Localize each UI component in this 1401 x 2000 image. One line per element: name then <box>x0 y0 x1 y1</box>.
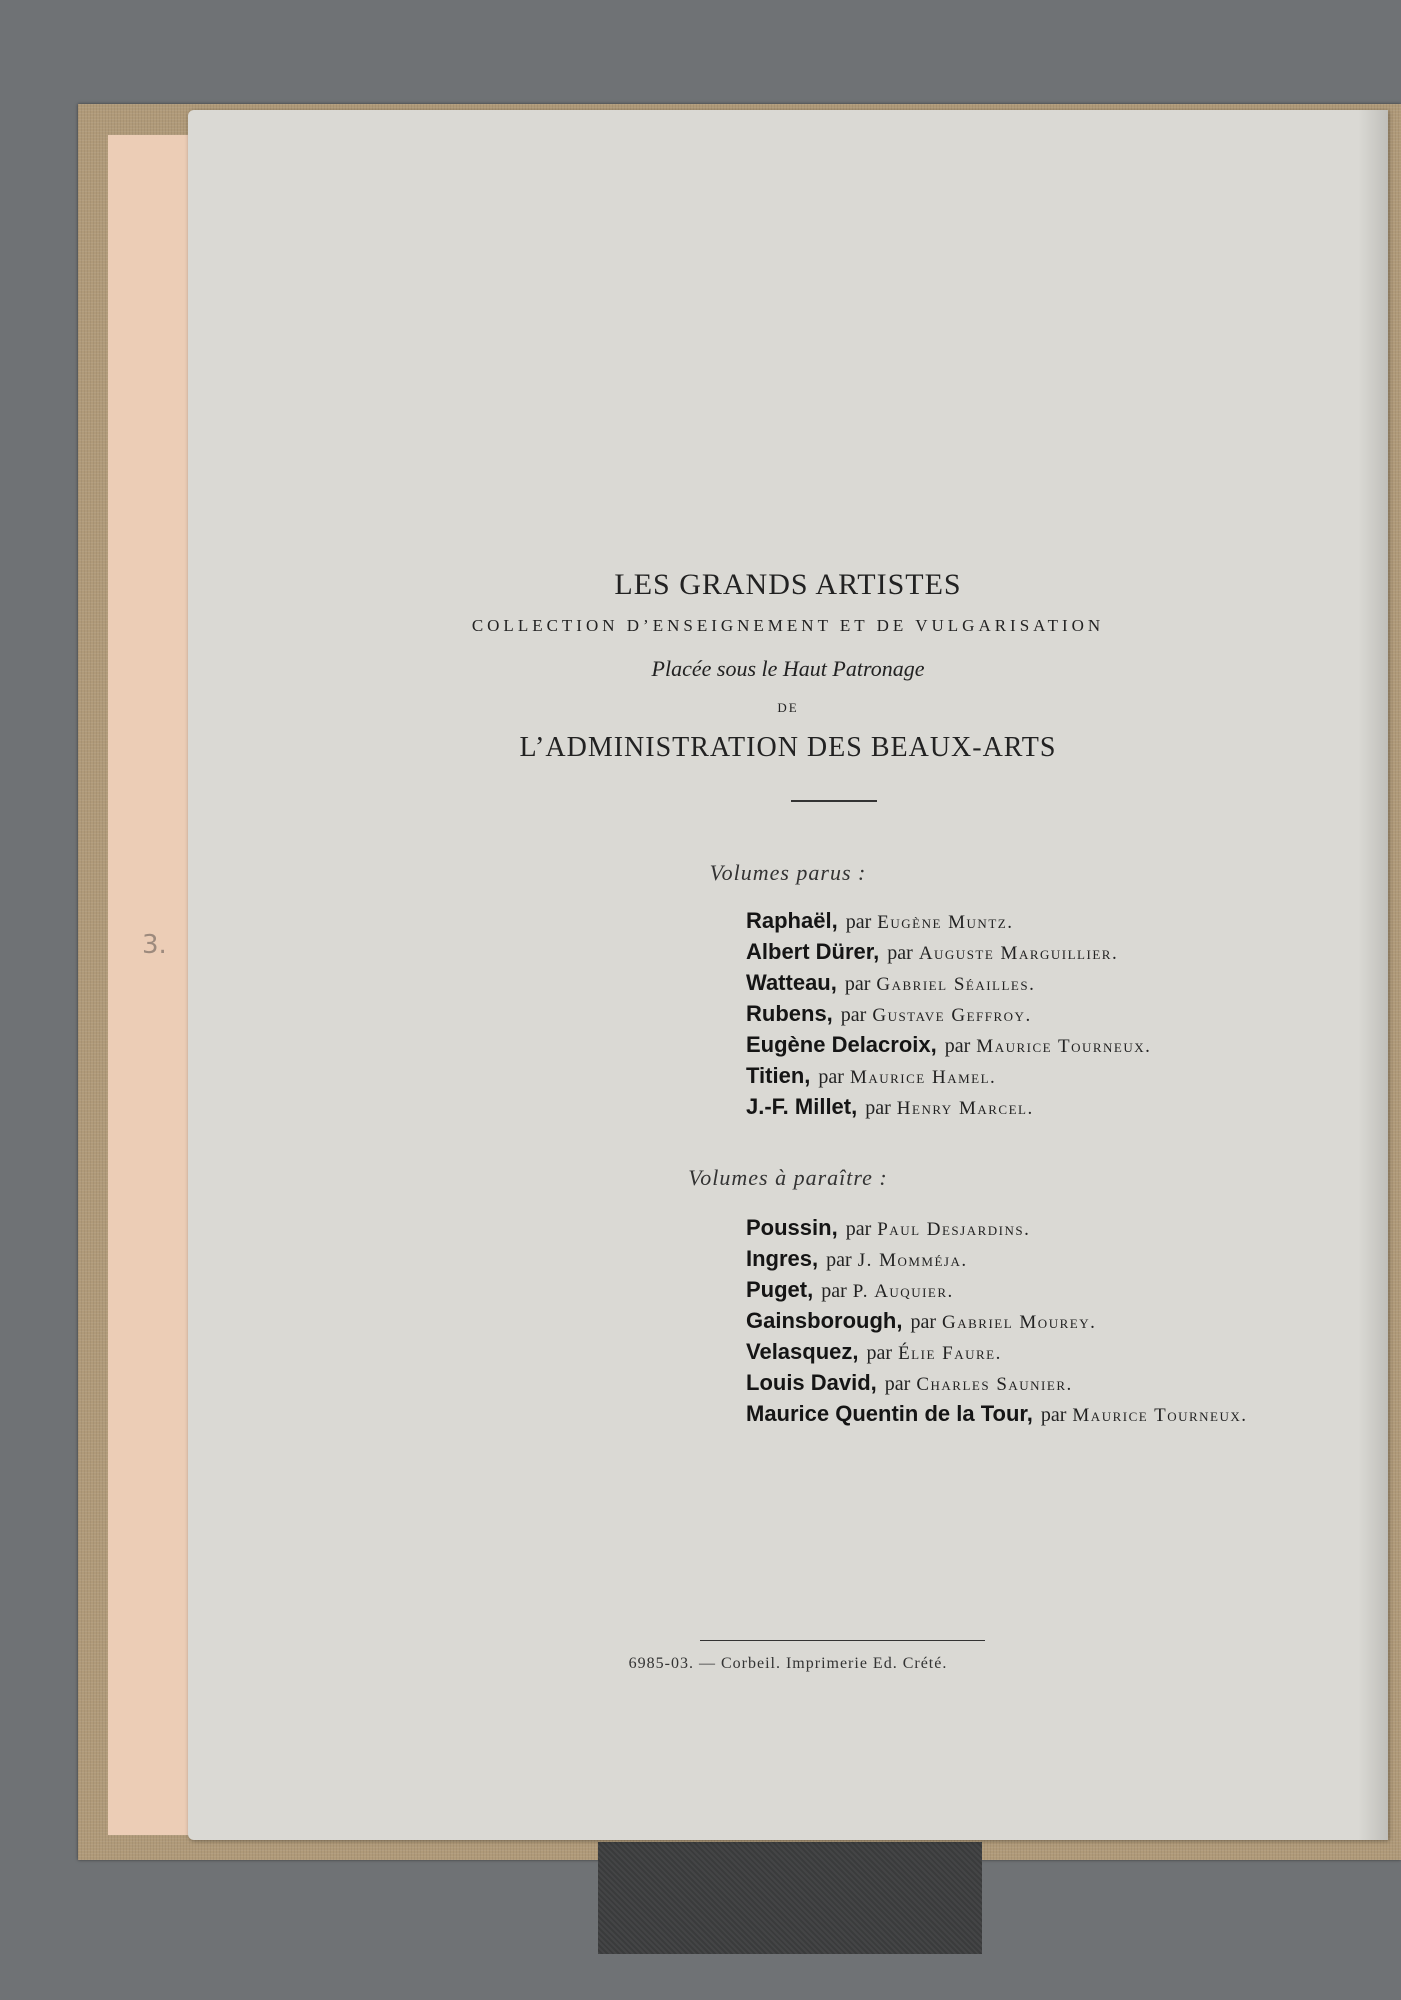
author-name: Henry Marcel. <box>896 1098 1034 1119</box>
par-word: par <box>944 1035 971 1057</box>
artist-name: Maurice Quentin de la Tour, <box>746 1401 1033 1426</box>
volume-entry <box>746 1212 1248 1243</box>
par-word: par <box>884 1373 911 1395</box>
book-page <box>188 110 1388 1840</box>
par-word: par <box>826 1249 852 1271</box>
artist-name: Poussin, <box>746 1215 838 1240</box>
forthcoming-list <box>746 1212 1248 1429</box>
author-name: Gabriel Mourey. <box>942 1312 1097 1333</box>
volume-entry <box>746 1091 1151 1122</box>
volume-entry <box>746 1243 1248 1274</box>
volume-entry <box>746 1029 1151 1060</box>
bookmark-ribbon <box>598 1842 982 1954</box>
colophon-divider <box>700 1640 985 1641</box>
de-line: DE <box>777 700 799 715</box>
par-word: par <box>840 1004 867 1026</box>
published-heading: Volumes parus : <box>709 860 867 885</box>
author-name: Élie Faure. <box>898 1343 1002 1364</box>
par-word: par <box>845 911 872 933</box>
volume-entry <box>746 1274 1248 1305</box>
artist-name: Albert Dürer, <box>746 939 880 964</box>
volume-entry <box>746 1367 1248 1398</box>
page-gutter-shadow <box>1358 110 1388 1840</box>
author-name: Paul Desjardins. <box>877 1219 1031 1240</box>
artist-name: Gainsborough, <box>746 1308 903 1333</box>
series-title: LES GRANDS ARTISTES <box>614 568 962 601</box>
colophon: 6985-03. — Corbeil. Imprimerie Ed. Crété. <box>628 1655 948 1672</box>
volume-entry <box>746 936 1151 967</box>
par-word: par <box>887 942 913 964</box>
volume-entry <box>746 1305 1248 1336</box>
volume-entry <box>746 905 1151 936</box>
volume-entry <box>746 967 1151 998</box>
published-list <box>746 905 1151 1122</box>
par-word: par <box>910 1311 936 1333</box>
artist-name: J.-F. Millet, <box>746 1094 858 1119</box>
author-name: Gustave Geffroy. <box>872 1005 1032 1026</box>
par-word: par <box>865 1097 891 1119</box>
par-word: par <box>1040 1404 1067 1426</box>
author-name: Maurice Tourneux. <box>976 1036 1152 1057</box>
volume-entry <box>746 998 1151 1029</box>
volume-entry <box>746 1336 1248 1367</box>
forthcoming-heading: Volumes à paraître : <box>688 1165 888 1190</box>
author-name: Auguste Marguillier. <box>918 943 1119 964</box>
author-name: Eugène Muntz. <box>877 912 1014 933</box>
artist-name: Titien, <box>746 1063 811 1088</box>
par-word: par <box>845 1218 872 1240</box>
author-name: J. Momméja. <box>857 1250 968 1271</box>
author-name: Charles Saunier. <box>916 1374 1073 1395</box>
par-word: par <box>821 1280 847 1302</box>
artist-name: Puget, <box>746 1277 814 1302</box>
author-name: P. Auquier. <box>852 1281 954 1302</box>
title-divider <box>791 800 877 802</box>
par-word: par <box>866 1342 893 1364</box>
author-name: Maurice Hamel. <box>849 1067 997 1088</box>
patronage-line: Placée sous le Haut Patronage <box>651 656 925 681</box>
pencil-mark: 3. <box>142 930 167 960</box>
administration-line: L’ADMINISTRATION DES BEAUX-ARTS <box>519 732 1057 763</box>
artist-name: Louis David, <box>746 1370 877 1395</box>
par-word: par <box>844 973 871 995</box>
artist-name: Watteau, <box>746 970 837 995</box>
author-name: Gabriel Séailles. <box>876 974 1036 995</box>
series-subtitle: COLLECTION D’ENSEIGNEMENT ET DE VULGARISATION <box>471 616 1105 635</box>
author-name: Maurice Tourneux. <box>1072 1405 1248 1426</box>
artist-name: Velasquez, <box>746 1339 859 1364</box>
artist-name: Rubens, <box>746 1001 833 1026</box>
volume-entry <box>746 1398 1248 1429</box>
volume-entry <box>746 1060 1151 1091</box>
artist-name: Raphaël, <box>746 908 838 933</box>
artist-name: Ingres, <box>746 1246 819 1271</box>
artist-name: Eugène Delacroix, <box>746 1032 937 1057</box>
par-word: par <box>818 1066 844 1088</box>
